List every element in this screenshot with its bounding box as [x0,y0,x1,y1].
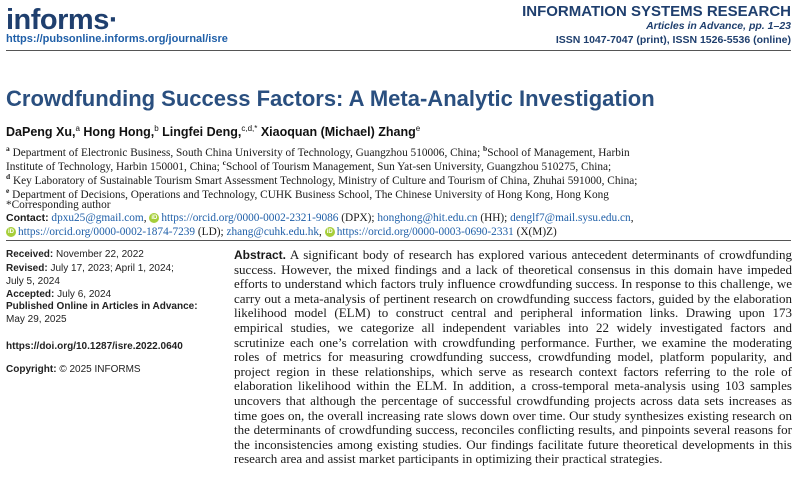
contact-label: Contact: [6,212,49,224]
affiliation-line: $^a$ Department of Electronic Business, South China University of Technology, Guangzhou 510006, China; $^b$School of Management, Harbin [6,144,630,159]
author-sup: c,d,* [241,124,258,133]
orcid-link[interactable]: https://orcid.org/0000-0002-1874-7239 [18,226,196,238]
contact-line-1 [6,212,634,224]
contact-text: (HH); [477,212,511,224]
email-link[interactable]: honghong@hit.edu.cn [377,212,478,224]
affiliation-line: $^d$ Key Laboratory of Sustainable Tourism Smart Assessment Technology, Ministry of Culture and Tourism of China, Zhuhai 591000, China; [6,172,638,187]
orcid-link[interactable]: https://orcid.org/0000-0003-0690-2331 [336,226,514,238]
corresponding-author-note: *Corresponding author [6,199,111,211]
contact-line-2 [6,226,557,238]
logo-dot-icon: · [108,4,119,36]
header-divider [6,50,791,51]
author-sup: a [75,124,80,133]
doi-link[interactable]: https://doi.org/10.1287/isre.2022.0640 [6,341,183,352]
accepted-date: Accepted: July 6, 2024 [6,289,112,300]
copyright: Copyright: © 2025 INFORMS [6,364,141,375]
abstract-text: A significant body of research has explored various antecedent determinants of crowdfunding success. However, the mixed findings and a lack of theoretical consensus in this domain have impeded efforts to understand which factors truly influence crowdfunding success. In response to this challenge, we carry out a meta-analysis of pertinent research on crowdfunding success factors, guided by the elaboration likelihood model (ELM) to construct central and peripheral information links. Drawing upon 173 empirical studies, we categorize all independent variables into 22 widely investigated factors and scrutinize each one’s correlation with crowdfunding performance. Further, we examine the moderating roles of metrics for measuring crowdfunding success, crowdfunding model, platform popularity, and project region in these relationships, which serve as research context factors referring to the role of elaboration likelihood within the ELM. In addition, a cross-temporal meta-analysis using 103 samples uncovers that although the percentage of successful crowdfunding projects across data sets increases as time goes on, the overall increasing rate slows down over time. Our study synthesizes existing research on the determinants of crowdfunding success, reconciles conflicting results, and pinpoints several reasons for the inconsistencies among existing studies. Our findings facilitate future theoretical developments in this research area and assist market participants in optimizing their practical strategies. [234,247,792,467]
affiliation-line: $^e$ Department of Decisions, Operations and Technology, CUHK Business School, The Chinese University of Hong Kong, Hong Kong [6,186,609,201]
contact-text: (DPX); [338,212,378,224]
revised-dates: Revised: July 17, 2023; April 1, 2024; July 5, 2024 [6,263,174,287]
contact-text: , [143,212,150,224]
logo-text: informs [6,4,109,36]
abstract [234,248,792,467]
received-date: Received: November 22, 2022 [6,249,144,260]
article-title: Crowdfunding Success Factors: A Meta-Analytic Investigation [6,86,655,111]
author: DaPeng Xu, [6,125,76,140]
section-divider [6,240,791,241]
contact-text: (LD); [195,226,227,238]
email-link[interactable]: dpxu25@gmail.com [51,212,144,224]
journal-name: INFORMATION SYSTEMS RESEARCH [522,3,791,20]
journal-url-link[interactable]: https://pubsonline.informs.org/journal/isre [6,33,228,45]
author-sup: b [154,124,159,133]
affiliation-line: Institute of Technology, Harbin 150001, China; $^c$School of Tourism Management, Sun Yat-sen University, Guangzhou 510275, China; [6,158,612,173]
author: Lingfei Deng, [162,125,242,140]
email-link[interactable]: zhang@cuhk.edu.hk [226,226,320,238]
articles-in-advance: Articles in Advance, pp. 1–23 [646,20,791,32]
contact-text: , [319,226,325,238]
published-date: Published Online in Articles in Advance: May 29, 2025 [6,301,198,325]
author: Hong Hong, [83,125,155,140]
orcid-icon: iD [8,229,14,236]
orcid-icon: iD [151,215,158,222]
orcid-link[interactable]: https://orcid.org/0000-0002-2321-9086 [161,212,339,224]
email-link[interactable]: denglf7@mail.sysu.edu.cn [510,212,631,224]
issn: ISSN 1047-7047 (print), ISSN 1526-5536 (online) [555,34,791,46]
abstract-label: Abstract. [234,248,287,262]
author-list [6,124,420,139]
contact-text: , [630,212,634,224]
contact-text: (X(M)Z) [513,226,557,238]
orcid-icon: iD [326,229,333,236]
author: Xiaoquan (Michael) Zhang [260,125,416,140]
author-sup: e [415,124,421,133]
